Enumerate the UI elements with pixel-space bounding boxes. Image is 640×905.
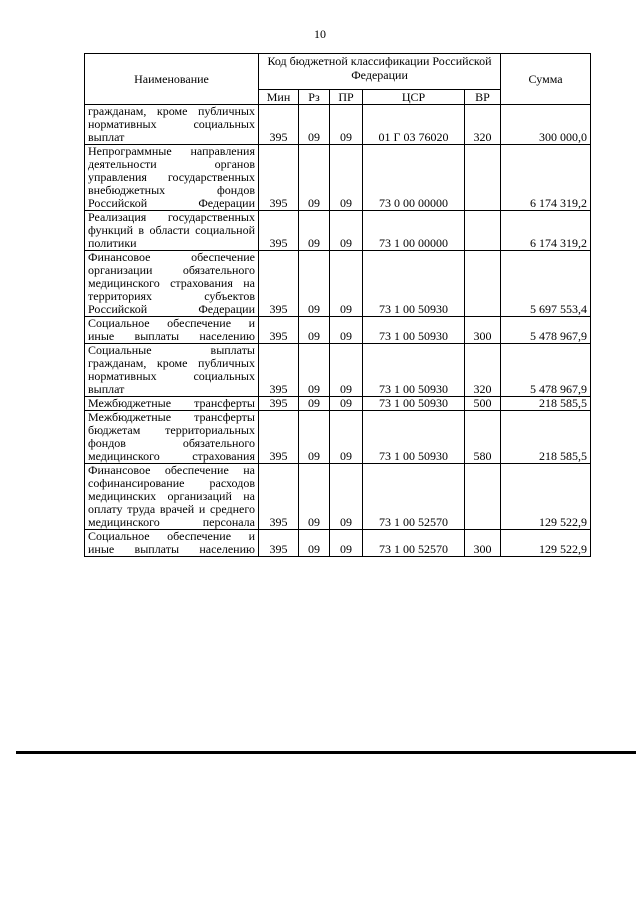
row-pr: 09 <box>330 145 363 211</box>
row-pr: 09 <box>330 530 363 557</box>
row-vr: 580 <box>465 411 501 464</box>
header-rz: Рз <box>299 90 330 105</box>
table-row <box>85 317 591 344</box>
row-name: Межбюджетные трансферты бюджетам территориальных фондов обязательного медицинского страхования <box>85 411 259 464</box>
budget-table <box>84 53 591 557</box>
table-row <box>85 397 591 411</box>
row-csr: 73 1 00 52570 <box>363 464 465 530</box>
row-amount: 5 478 967,9 <box>501 317 591 344</box>
row-min: 395 <box>259 105 299 145</box>
row-rz: 09 <box>299 317 330 344</box>
row-pr: 09 <box>330 317 363 344</box>
table-row <box>85 211 591 251</box>
row-pr: 09 <box>330 211 363 251</box>
row-csr: 73 1 00 00000 <box>363 211 465 251</box>
row-rz: 09 <box>299 530 330 557</box>
row-amount: 6 174 319,2 <box>501 211 591 251</box>
row-name: Социальные выплаты гражданам, кроме публичных нормативных социальных выплат <box>85 344 259 397</box>
header-vr: ВР <box>465 90 501 105</box>
row-pr: 09 <box>330 251 363 317</box>
row-vr <box>465 145 501 211</box>
row-vr: 320 <box>465 105 501 145</box>
row-rz: 09 <box>299 105 330 145</box>
table-row <box>85 411 591 464</box>
row-csr: 73 1 00 50930 <box>363 317 465 344</box>
row-min: 395 <box>259 530 299 557</box>
header-name: Наименование <box>85 54 259 105</box>
row-name: Социальное обеспечение и иные выплаты населению <box>85 317 259 344</box>
row-vr <box>465 211 501 251</box>
row-csr: 73 1 00 50930 <box>363 251 465 317</box>
row-amount: 218 585,5 <box>501 411 591 464</box>
header-budget-code: Код бюджетной классификации Российской Федерации <box>259 54 501 90</box>
header-min: Мин <box>259 90 299 105</box>
table-row <box>85 251 591 317</box>
row-min: 395 <box>259 344 299 397</box>
row-csr: 01 Г 03 76020 <box>363 105 465 145</box>
row-rz: 09 <box>299 397 330 411</box>
table-row <box>85 344 591 397</box>
header-amount: Сумма <box>501 54 591 105</box>
row-pr: 09 <box>330 397 363 411</box>
row-min: 395 <box>259 317 299 344</box>
table-row <box>85 145 591 211</box>
row-name: Финансовое обеспечение на софинансирование расходов медицинских организаций на оплату труда врачей и среднего медицинского персонала <box>85 464 259 530</box>
row-vr <box>465 464 501 530</box>
header-pr: ПР <box>330 90 363 105</box>
row-amount: 129 522,9 <box>501 530 591 557</box>
row-name: гражданам, кроме публичных нормативных социальных выплат <box>85 105 259 145</box>
row-name: Реализация государственных функций в области социальной политики <box>85 211 259 251</box>
page-number: 10 <box>314 27 326 41</box>
table-row <box>85 105 591 145</box>
footer-rule <box>16 751 636 754</box>
row-min: 395 <box>259 251 299 317</box>
row-amount: 5 478 967,9 <box>501 344 591 397</box>
row-vr <box>465 251 501 317</box>
table-row <box>85 530 591 557</box>
row-amount: 300 000,0 <box>501 105 591 145</box>
row-vr: 320 <box>465 344 501 397</box>
row-amount: 129 522,9 <box>501 464 591 530</box>
row-min: 395 <box>259 397 299 411</box>
row-min: 395 <box>259 464 299 530</box>
row-csr: 73 1 00 50930 <box>363 344 465 397</box>
row-csr: 73 0 00 00000 <box>363 145 465 211</box>
row-vr: 300 <box>465 530 501 557</box>
row-name: Межбюджетные трансферты <box>85 397 259 411</box>
row-csr: 73 1 00 52570 <box>363 530 465 557</box>
row-pr: 09 <box>330 411 363 464</box>
table-row <box>85 464 591 530</box>
row-csr: 73 1 00 50930 <box>363 411 465 464</box>
row-min: 395 <box>259 411 299 464</box>
row-rz: 09 <box>299 344 330 397</box>
row-rz: 09 <box>299 464 330 530</box>
row-vr: 500 <box>465 397 501 411</box>
row-pr: 09 <box>330 344 363 397</box>
row-min: 395 <box>259 145 299 211</box>
row-rz: 09 <box>299 411 330 464</box>
row-csr: 73 1 00 50930 <box>363 397 465 411</box>
row-vr: 300 <box>465 317 501 344</box>
row-rz: 09 <box>299 211 330 251</box>
row-min: 395 <box>259 211 299 251</box>
row-pr: 09 <box>330 464 363 530</box>
row-name: Социальное обеспечение и иные выплаты населению <box>85 530 259 557</box>
row-amount: 5 697 553,4 <box>501 251 591 317</box>
row-name: Непрограммные направления деятельности органов управления государственных внебюджетных фондов Российской Федерации <box>85 145 259 211</box>
row-name: Финансовое обеспечение организации обязательного медицинского страхования на территориях субъектов Российской Федерации <box>85 251 259 317</box>
row-amount: 6 174 319,2 <box>501 145 591 211</box>
row-pr: 09 <box>330 105 363 145</box>
header-csr: ЦСР <box>363 90 465 105</box>
row-amount: 218 585,5 <box>501 397 591 411</box>
row-rz: 09 <box>299 145 330 211</box>
row-rz: 09 <box>299 251 330 317</box>
